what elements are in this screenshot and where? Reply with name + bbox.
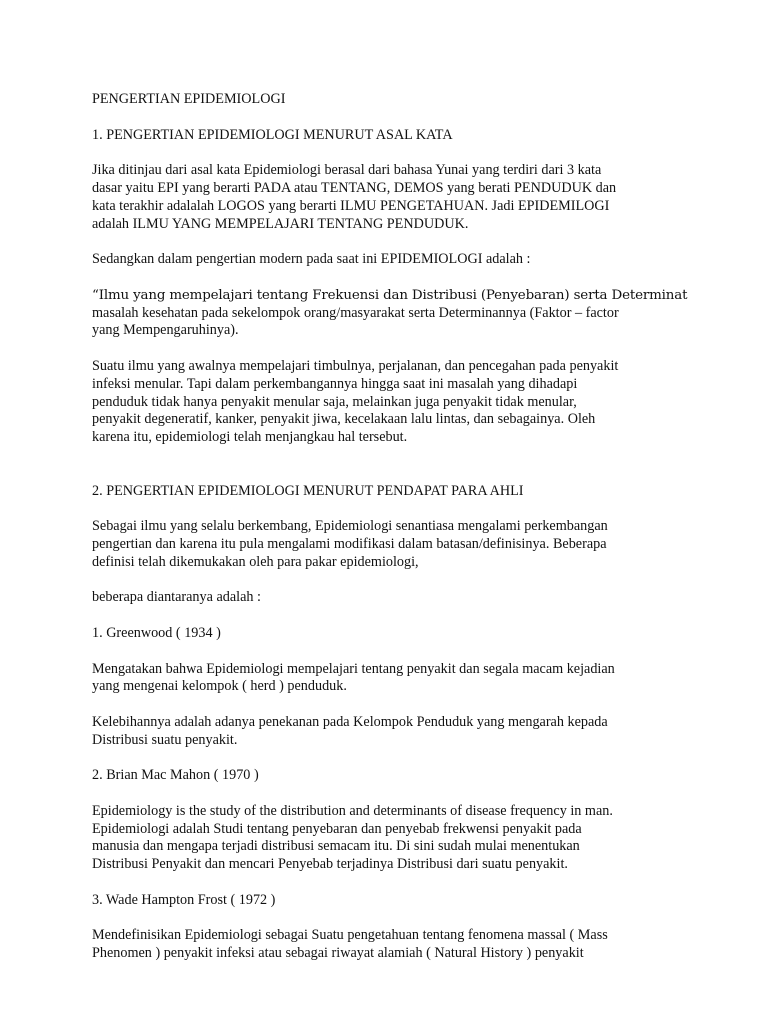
document-body <box>92 91 732 981</box>
quote-line: “Ilmu yang mempelajari tentang Frekuensi dan Distribusi (Penyebaran) serta Determinat <box>92 287 688 303</box>
text-line: manusia dan mengapa terjadi distribusi semacam itu. Di sini sudah mulai menentukan <box>92 838 580 855</box>
text-line: Jika ditinjau dari asal kata Epidemiologi berasal dari bahasa Yunai yang terdiri dari 3 kata <box>92 162 602 179</box>
frost-paragraph <box>92 927 732 963</box>
greenwood-paragraph-2 <box>92 714 732 750</box>
mac-mahon-paragraph <box>92 803 732 874</box>
section-2-intro <box>92 518 732 571</box>
greenwood-paragraph-1 <box>92 661 732 697</box>
text-line: adalah ILMU YANG MEMPELAJARI TENTANG PENDUDUK. <box>92 215 469 232</box>
section-1-paragraph-3 <box>92 358 732 447</box>
text-line: Mendefinisikan Epidemiologi sebagai Suatu pengetahuan tentang fenomena massal ( Mass <box>92 927 608 944</box>
page-title: PENGERTIAN EPIDEMIOLOGI <box>92 91 286 107</box>
text-line: Distribusi suatu penyakit. <box>92 731 238 748</box>
quote-line: masalah kesehatan pada sekelompok orang/masyarakat serta Determinannya (Faktor – factor <box>92 304 619 321</box>
text-line: dasar yaitu EPI yang berarti PADA atau TENTANG, DEMOS yang berati PENDUDUK dan <box>92 179 617 196</box>
section-1-paragraph-1 <box>92 162 732 233</box>
text-line: yang mengenai kelompok ( herd ) penduduk. <box>92 678 347 695</box>
text-line: penyakit degeneratif, kanker, penyakit jiwa, kecelakaan lalu lintas, dan sebagainya. Oleh <box>92 411 596 428</box>
text-line: Sebagai ilmu yang selalu berkembang, Epidemiologi senantiasa mengalami perkembangan <box>92 518 608 535</box>
section-2-lead: beberapa diantaranya adalah : <box>92 589 261 606</box>
text-line: Suatu ilmu yang awalnya mempelajari timbulnya, perjalanan, dan pencegahan pada penyakit <box>92 357 619 374</box>
section-1-paragraph-2: Sedangkan dalam pengertian modern pada saat ini EPIDEMIOLOGI adalah : <box>92 251 531 268</box>
text-line: Epidemiology is the study of the distribution and determinants of disease frequency in man. <box>92 802 613 819</box>
expert-heading-mac-mahon: 2. Brian Mac Mahon ( 1970 ) <box>92 767 259 784</box>
definition-quote <box>92 287 732 340</box>
text-line: definisi telah dikemukakan oleh para pakar epidemiologi, <box>92 553 419 570</box>
text-line: pengertian dan karena itu pula mengalami modifikasi dalam batasan/definisinya. Beberapa <box>92 535 607 552</box>
section-spacer <box>92 465 732 483</box>
section-1-heading: 1. PENGERTIAN EPIDEMIOLOGI MENURUT ASAL KATA <box>92 126 453 143</box>
text-line: kata terakhir adalalah LOGOS yang berarti ILMU PENGETAHUAN. Jadi EPIDEMILOGI <box>92 197 610 214</box>
text-line: Kelebihannya adalah adanya penekanan pada Kelompok Penduduk yang mengarah kepada <box>92 713 608 730</box>
text-line: karena itu, epidemiologi telah menjangkau hal tersebut. <box>92 429 408 446</box>
text-line: Mengatakan bahwa Epidemiologi mempelajari tentang penyakit dan segala macam kejadian <box>92 660 615 677</box>
expert-heading-frost: 3. Wade Hampton Frost ( 1972 ) <box>92 891 276 908</box>
text-line: infeksi menular. Tapi dalam perkembangannya hingga saat ini masalah yang dihadapi <box>92 375 578 392</box>
section-2-heading: 2. PENGERTIAN EPIDEMIOLOGI MENURUT PENDAPAT PARA AHLI <box>92 482 524 499</box>
text-line: Epidemiologi adalah Studi tentang penyebaran dan penyebab frekwensi penyakit pada <box>92 820 582 837</box>
text-line: Distribusi Penyakit dan mencari Penyebab terjadinya Distribusi dari suatu penyakit. <box>92 856 568 873</box>
text-line: penduduk tidak hanya penyakit menular saja, melainkan juga penyakit tidak menular, <box>92 393 577 410</box>
quote-line: yang Mempengaruhinya). <box>92 322 239 339</box>
expert-heading-greenwood: 1. Greenwood ( 1934 ) <box>92 624 221 641</box>
text-line: Phenomen ) penyakit infeksi atau sebagai riwayat alamiah ( Natural History ) penyakit <box>92 945 584 962</box>
